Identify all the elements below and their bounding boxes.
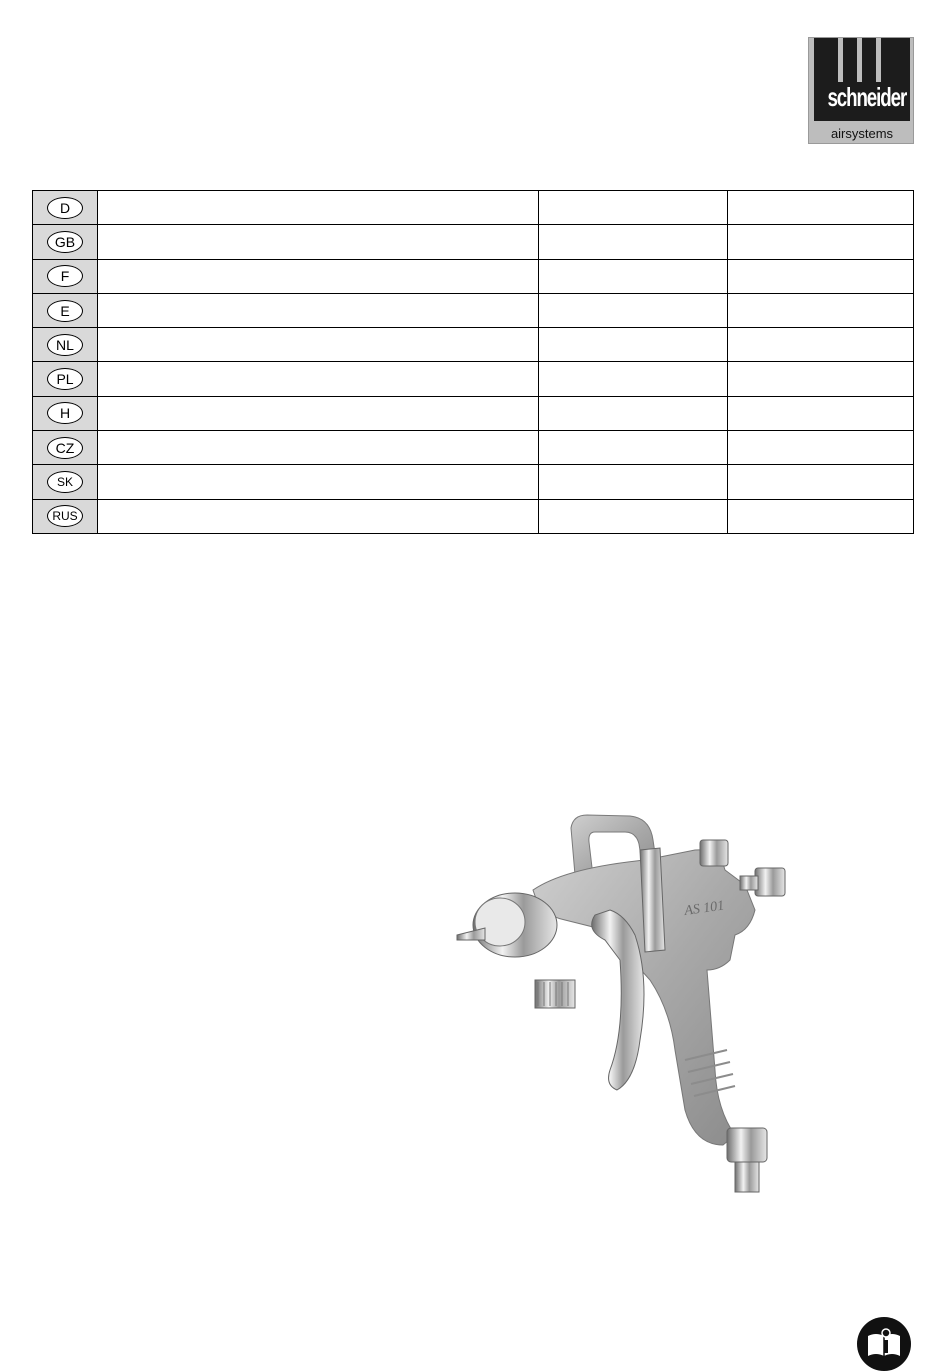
read-manual-icon	[856, 1316, 912, 1372]
language-code-badge: GB	[47, 231, 83, 253]
model-cell	[539, 499, 728, 533]
model-cell	[539, 465, 728, 499]
language-code-badge: F	[47, 265, 83, 287]
language-code-badge: D	[47, 197, 83, 219]
title-cell	[98, 396, 539, 430]
page-cell	[728, 362, 914, 396]
logo-wordmark: schneider	[827, 82, 907, 112]
page-cell	[728, 328, 914, 362]
language-code-badge: H	[47, 402, 83, 424]
title-cell	[98, 431, 539, 465]
title-cell	[98, 465, 539, 499]
page-cell	[728, 293, 914, 327]
page-cell	[728, 191, 914, 225]
logo-bar	[838, 38, 843, 82]
logo-bar	[857, 38, 862, 82]
language-table	[32, 190, 914, 534]
page-cell	[728, 259, 914, 293]
language-code-badge: E	[47, 300, 83, 322]
page-cell	[728, 225, 914, 259]
table-row	[33, 431, 914, 465]
gun-engraving: AS 101	[683, 898, 726, 919]
language-code-cell	[33, 431, 98, 465]
table-row	[33, 328, 914, 362]
brand-logo	[808, 37, 914, 144]
model-cell	[539, 293, 728, 327]
model-cell	[539, 259, 728, 293]
language-code-badge: PL	[47, 368, 83, 390]
title-cell	[98, 191, 539, 225]
page-cell	[728, 396, 914, 430]
title-cell	[98, 259, 539, 293]
table-row	[33, 259, 914, 293]
table-row	[33, 396, 914, 430]
language-code-cell	[33, 293, 98, 327]
language-code-cell	[33, 396, 98, 430]
title-cell	[98, 328, 539, 362]
language-code-badge: CZ	[47, 437, 83, 459]
language-code-badge: SK	[47, 471, 83, 493]
title-cell	[98, 225, 539, 259]
title-cell	[98, 362, 539, 396]
model-cell	[539, 362, 728, 396]
table-row	[33, 293, 914, 327]
model-cell	[539, 396, 728, 430]
page-cell	[728, 431, 914, 465]
language-code-cell	[33, 225, 98, 259]
language-code-cell	[33, 328, 98, 362]
page-cell	[728, 499, 914, 533]
logo-tagline: airsystems	[830, 126, 894, 141]
logo-bar	[876, 38, 881, 82]
table-row	[33, 362, 914, 396]
model-cell	[539, 191, 728, 225]
table-row	[33, 191, 914, 225]
model-cell	[539, 225, 728, 259]
table-row	[33, 225, 914, 259]
language-code-cell	[33, 362, 98, 396]
language-code-cell	[33, 191, 98, 225]
spray-gun-illustration	[445, 810, 805, 1200]
model-cell	[539, 431, 728, 465]
table-row	[33, 499, 914, 533]
model-cell	[539, 328, 728, 362]
language-code-cell	[33, 259, 98, 293]
language-code-cell	[33, 499, 98, 533]
page-cell	[728, 465, 914, 499]
language-code-cell	[33, 465, 98, 499]
title-cell	[98, 499, 539, 533]
title-cell	[98, 293, 539, 327]
language-code-badge: NL	[47, 334, 83, 356]
language-code-badge: RUS	[47, 505, 83, 527]
table-row	[33, 465, 914, 499]
